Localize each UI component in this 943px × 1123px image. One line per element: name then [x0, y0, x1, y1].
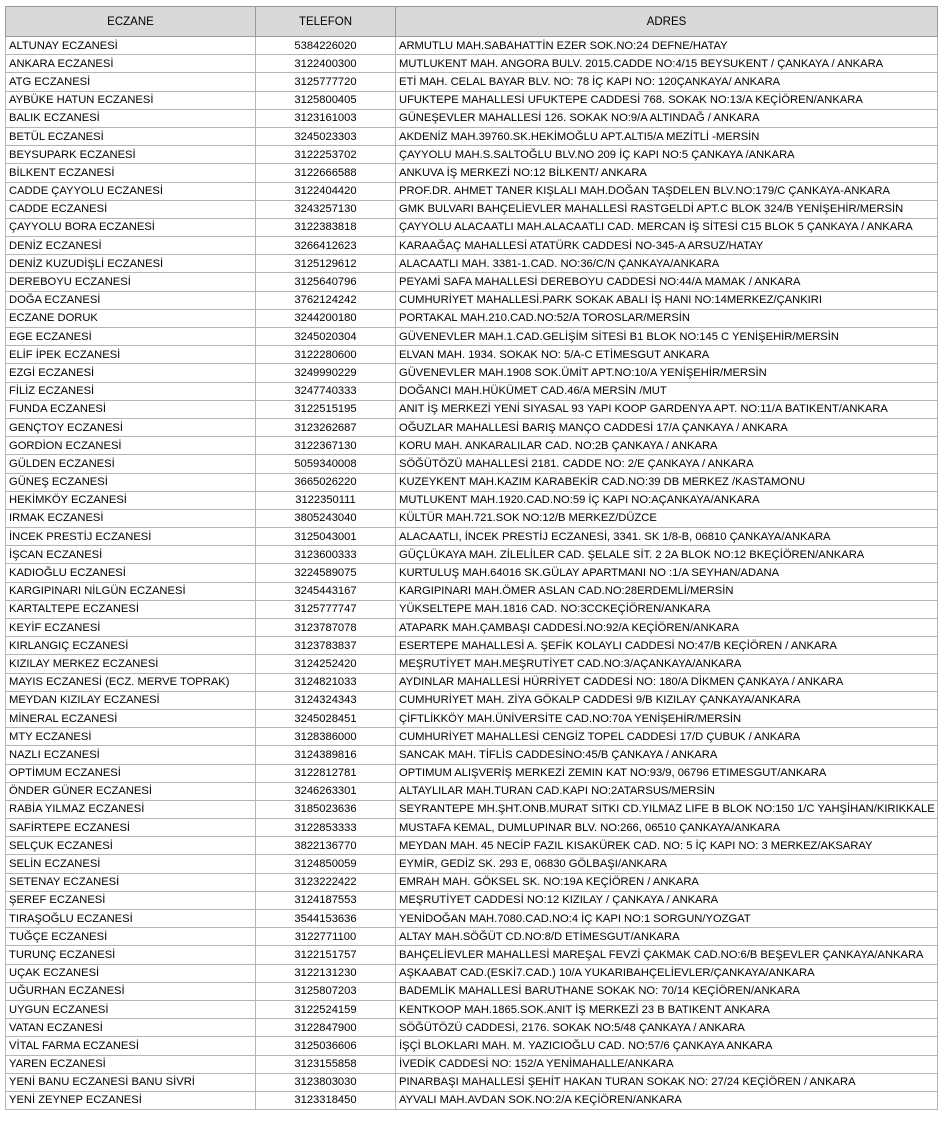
phone-cell: 3124821033 — [256, 673, 396, 691]
table-row — [6, 509, 938, 527]
table-row — [6, 746, 938, 764]
phone-cell: 3124324343 — [256, 691, 396, 709]
phone-cell: 3245023303 — [256, 127, 396, 145]
phone-cell: 3243257130 — [256, 200, 396, 218]
header-adres: ADRES — [396, 7, 938, 37]
phone-cell: 3125777720 — [256, 73, 396, 91]
address-cell: ESERTEPE MAHALLESİ A. ŞEFİK KOLAYLI CADDESİ NO:47/B KEÇİÖREN / ANKARA — [396, 637, 938, 655]
address-cell: BADEMLİK MAHALLESİ BARUTHANE SOKAK NO: 70/14 KEÇİÖREN/ANKARA — [396, 982, 938, 1000]
address-cell: ARMUTLU MAH.SABAHATTİN EZER SOK.NO:24 DEFNE/HATAY — [396, 37, 938, 55]
phone-cell: 3122812781 — [256, 764, 396, 782]
pharmacy-name-cell: BİLKENT ECZANESİ — [6, 164, 256, 182]
pharmacy-name-cell: CADDE ÇAYYOLU ECZANESİ — [6, 182, 256, 200]
phone-cell: 3123318450 — [256, 1091, 396, 1109]
header-row — [6, 7, 938, 37]
address-cell: ALTAYLILAR MAH.TURAN CAD.KAPI NO:2ATARSUS/MERSİN — [396, 782, 938, 800]
table-row — [6, 1055, 938, 1073]
pharmacy-name-cell: UYGUN ECZANESİ — [6, 1000, 256, 1018]
pharmacy-name-cell: DENİZ ECZANESİ — [6, 237, 256, 255]
address-cell: İVEDİK CADDESİ NO: 152/A YENİMAHALLE/ANKARA — [396, 1055, 938, 1073]
table-row — [6, 200, 938, 218]
pharmacy-name-cell: TUĞÇE ECZANESİ — [6, 928, 256, 946]
table-row — [6, 819, 938, 837]
address-cell: GÜVENEVLER MAH.1.CAD.GELİŞİM SİTESİ B1 BLOK NO:145 C YENİŞEHİR/MERSİN — [396, 328, 938, 346]
phone-cell: 3122404420 — [256, 182, 396, 200]
phone-cell: 3125036606 — [256, 1037, 396, 1055]
address-cell: KURTULUŞ MAH.64016 SK.GÜLAY APARTMANI NO :1/A SEYHAN/ADANA — [396, 564, 938, 582]
address-cell: SANCAK MAH. TİFLİS CADDESİNO:45/B ÇANKAYA / ANKARA — [396, 746, 938, 764]
address-cell: KARAAĞAÇ MAHALLESİ ATATÜRK CADDESİ NO-345-A ARSUZ/HATAY — [396, 237, 938, 255]
phone-cell: 5059340008 — [256, 455, 396, 473]
address-cell: ÇAYYOLU MAH.S.SALTOĞLU BLV.NO 209 İÇ KAPI NO:5 ÇANKAYA /ANKARA — [396, 146, 938, 164]
table-row — [6, 1091, 938, 1109]
table-row — [6, 255, 938, 273]
phone-cell: 3123783837 — [256, 637, 396, 655]
phone-cell: 3122771100 — [256, 928, 396, 946]
address-cell: CUMHURİYET MAHALLESİ CENGİZ TOPEL CADDESİ 17/D ÇUBUK / ANKARA — [396, 728, 938, 746]
phone-cell: 3762124242 — [256, 291, 396, 309]
address-cell: GÜNEŞEVLER MAHALLESİ 126. SOKAK NO:9/A ALTINDAĞ / ANKARA — [396, 109, 938, 127]
pharmacy-name-cell: MTY ECZANESİ — [6, 728, 256, 746]
pharmacy-name-cell: FİLİZ ECZANESİ — [6, 382, 256, 400]
address-cell: OĞUZLAR MAHALLESİ BARIŞ MANÇO CADDESİ 17/A ÇANKAYA / ANKARA — [396, 418, 938, 436]
address-cell: KORU MAH. ANKARALILAR CAD. NO:2B ÇANKAYA / ANKARA — [396, 437, 938, 455]
pharmacy-name-cell: TIRAŞOĞLU ECZANESİ — [6, 910, 256, 928]
table-row — [6, 491, 938, 509]
address-cell: ÇAYYOLU ALACAATLI MAH.ALACAATLI CAD. MERCAN İŞ SİTESİ C15 BLOK 5 ÇANKAYA / ANKARA — [396, 218, 938, 236]
pharmacy-name-cell: GORDİON ECZANESİ — [6, 437, 256, 455]
phone-cell: 3123222422 — [256, 873, 396, 891]
phone-cell: 3123803030 — [256, 1073, 396, 1091]
table-row — [6, 237, 938, 255]
pharmacy-name-cell: GÜNEŞ ECZANESİ — [6, 473, 256, 491]
phone-cell: 3128386000 — [256, 728, 396, 746]
table-row — [6, 782, 938, 800]
pharmacy-name-cell: SAFİRTEPE ECZANESİ — [6, 819, 256, 837]
phone-cell: 3224589075 — [256, 564, 396, 582]
table-row — [6, 528, 938, 546]
pharmacy-name-cell: DOĞA ECZANESİ — [6, 291, 256, 309]
table-row — [6, 800, 938, 818]
address-cell: ÇİFTLİKKÖY MAH.ÜNİVERSİTE CAD.NO:70A YENİŞEHİR/MERSİN — [396, 709, 938, 727]
address-cell: MUTLUKENT MAH.1920.CAD.NO:59 İÇ KAPI NO:AÇANKAYA/ANKARA — [396, 491, 938, 509]
phone-cell: 3665026220 — [256, 473, 396, 491]
address-cell: AYDINLAR MAHALLESİ HÜRRİYET CADDESİ NO: 180/A DİKMEN ÇANKAYA / ANKARA — [396, 673, 938, 691]
phone-cell: 3122280600 — [256, 346, 396, 364]
pharmacy-name-cell: YENİ ZEYNEP ECZANESİ — [6, 1091, 256, 1109]
phone-cell: 3123787078 — [256, 619, 396, 637]
pharmacy-name-cell: GENÇTOY ECZANESİ — [6, 418, 256, 436]
pharmacy-name-cell: NAZLI ECZANESİ — [6, 746, 256, 764]
phone-cell: 3247740333 — [256, 382, 396, 400]
pharmacy-name-cell: AYBÜKE HATUN ECZANESİ — [6, 91, 256, 109]
pharmacy-name-cell: ANKARA ECZANESİ — [6, 55, 256, 73]
table-row — [6, 182, 938, 200]
address-cell: ALTAY MAH.SÖĞÜT CD.NO:8/D ETİMESGUT/ANKARA — [396, 928, 938, 946]
table-row — [6, 619, 938, 637]
address-cell: CUMHURİYET MAHALLESİ.PARK SOKAK ABALI İŞ HANI NO:14MERKEZ/ÇANKIRI — [396, 291, 938, 309]
phone-cell: 3124252420 — [256, 655, 396, 673]
pharmacy-name-cell: RABİA YILMAZ ECZANESİ — [6, 800, 256, 818]
phone-cell: 3245028451 — [256, 709, 396, 727]
address-cell: EYMİR, GEDİZ SK. 293 E, 06830 GÖLBAŞI/ANKARA — [396, 855, 938, 873]
phone-cell: 3805243040 — [256, 509, 396, 527]
pharmacy-name-cell: FUNDA ECZANESİ — [6, 400, 256, 418]
pharmacy-name-cell: ATG ECZANESİ — [6, 73, 256, 91]
address-cell: MEŞRUTİYET CADDESİ NO:12 KIZILAY / ÇANKAYA / ANKARA — [396, 891, 938, 909]
pharmacy-name-cell: DEREBOYU ECZANESİ — [6, 273, 256, 291]
address-cell: AYVALI MAH.AVDAN SOK.NO:2/A KEÇİÖREN/ANKARA — [396, 1091, 938, 1109]
pharmacy-name-cell: UĞURHAN ECZANESİ — [6, 982, 256, 1000]
pharmacy-name-cell: ÖNDER GÜNER ECZANESİ — [6, 782, 256, 800]
phone-cell: 3123155858 — [256, 1055, 396, 1073]
address-cell: CUMHURİYET MAH. ZİYA GÖKALP CADDESİ 9/B KIZILAY ÇANKAYA/ANKARA — [396, 691, 938, 709]
table-row — [6, 437, 938, 455]
table-row — [6, 1037, 938, 1055]
pharmacy-name-cell: KARTALTEPE ECZANESİ — [6, 600, 256, 618]
pharmacy-name-cell: IRMAK ECZANESİ — [6, 509, 256, 527]
pharmacy-name-cell: BETÜL ECZANESİ — [6, 127, 256, 145]
pharmacy-name-cell: ELİF İPEK ECZANESİ — [6, 346, 256, 364]
pharmacy-name-cell: VATAN ECZANESİ — [6, 1019, 256, 1037]
phone-cell: 3123600333 — [256, 546, 396, 564]
phone-cell: 3122847900 — [256, 1019, 396, 1037]
header-eczane: ECZANE — [6, 7, 256, 37]
phone-cell: 3249990229 — [256, 364, 396, 382]
address-cell: ALACAATLI MAH. 3381-1.CAD. NO:36/C/N ÇANKAYA/ANKARA — [396, 255, 938, 273]
table-row — [6, 291, 938, 309]
address-cell: PINARBAŞI MAHALLESİ ŞEHİT HAKAN TURAN SOKAK NO: 27/24 KEÇİÖREN / ANKARA — [396, 1073, 938, 1091]
table-row — [6, 37, 938, 55]
table-row — [6, 546, 938, 564]
phone-cell: 3245443167 — [256, 582, 396, 600]
pharmacy-name-cell: VİTAL FARMA ECZANESİ — [6, 1037, 256, 1055]
pharmacy-name-cell: EGE ECZANESİ — [6, 328, 256, 346]
pharmacy-name-cell: KEYİF ECZANESİ — [6, 619, 256, 637]
pharmacy-name-cell: YAREN ECZANESİ — [6, 1055, 256, 1073]
phone-cell: 3125640796 — [256, 273, 396, 291]
table-row — [6, 164, 938, 182]
phone-cell: 3124389816 — [256, 746, 396, 764]
pharmacy-name-cell: MAYIS ECZANESİ (ECZ. MERVE TOPRAK) — [6, 673, 256, 691]
address-cell: KÜLTÜR MAH.721.SOK NO:12/B MERKEZ/DÜZCE — [396, 509, 938, 527]
address-cell: PEYAMİ SAFA MAHALLESİ DEREBOYU CADDESİ NO:44/A MAMAK / ANKARA — [396, 273, 938, 291]
phone-cell: 3125777747 — [256, 600, 396, 618]
phone-cell: 3124187553 — [256, 891, 396, 909]
address-cell: GÜVENEVLER MAH.1908 SOK.ÜMİT APT.NO:10/A YENİŞEHİR/MERSİN — [396, 364, 938, 382]
pharmacy-name-cell: ECZANE DORUK — [6, 309, 256, 327]
table-row — [6, 473, 938, 491]
address-cell: SEYRANTEPE MH.ŞHT.ONB.MURAT SITKI CD.YILMAZ LIFE B BLOK NO:150 1/C YAHŞİHAN/KIRIKKALE — [396, 800, 938, 818]
phone-cell: 3544153636 — [256, 910, 396, 928]
address-cell: SÖĞÜTÖZÜ MAHALLESİ 2181. CADDE NO: 2/E ÇANKAYA / ANKARA — [396, 455, 938, 473]
table-row — [6, 873, 938, 891]
address-cell: AKDENİZ MAH.39760.SK.HEKİMOĞLU APT.ALTI5/A MEZİTLİ -MERSİN — [396, 127, 938, 145]
phone-cell: 3122400300 — [256, 55, 396, 73]
address-cell: ATAPARK MAH.ÇAMBAŞI CADDESİ.NO:92/A KEÇİÖREN/ANKARA — [396, 619, 938, 637]
table-row — [6, 146, 938, 164]
pharmacy-name-cell: MİNERAL ECZANESİ — [6, 709, 256, 727]
phone-cell: 3245020304 — [256, 328, 396, 346]
address-cell: EMRAH MAH. GÖKSEL SK. NO:19A KEÇİÖREN / ANKARA — [396, 873, 938, 891]
pharmacy-name-cell: SELÇUK ECZANESİ — [6, 837, 256, 855]
table-row — [6, 364, 938, 382]
table-row — [6, 910, 938, 928]
pharmacy-name-cell: OPTİMUM ECZANESİ — [6, 764, 256, 782]
phone-cell: 3122151757 — [256, 946, 396, 964]
address-cell: BAHÇELİEVLER MAHALLESİ MAREŞAL FEVZİ ÇAKMAK CAD.NO:6/B BEŞEVLER ÇANKAYA/ANKARA — [396, 946, 938, 964]
pharmacy-name-cell: DENİZ KUZUDİŞLİ ECZANESİ — [6, 255, 256, 273]
address-cell: KENTKOOP MAH.1865.SOK.ANIT İŞ MERKEZİ 23 B BATIKENT ANKARA — [396, 1000, 938, 1018]
pharmacy-name-cell: HEKİMKÖY ECZANESİ — [6, 491, 256, 509]
table-row — [6, 673, 938, 691]
table-row — [6, 855, 938, 873]
phone-cell: 5384226020 — [256, 37, 396, 55]
phone-cell: 3122253702 — [256, 146, 396, 164]
table-row — [6, 455, 938, 473]
table-row — [6, 964, 938, 982]
table-row — [6, 1073, 938, 1091]
address-cell: KARGIPINARI MAH.ÖMER ASLAN CAD.NO:28ERDEMLİ/MERSİN — [396, 582, 938, 600]
phone-cell: 3822136770 — [256, 837, 396, 855]
table-row — [6, 582, 938, 600]
table-row — [6, 73, 938, 91]
phone-cell: 3185023636 — [256, 800, 396, 818]
address-cell: GMK BULVARI BAHÇELİEVLER MAHALLESİ RASTGELDİ APT.C BLOK 324/B YENİŞEHİR/MERSİN — [396, 200, 938, 218]
pharmacy-name-cell: SELİN ECZANESİ — [6, 855, 256, 873]
phone-cell: 3125800405 — [256, 91, 396, 109]
pharmacy-name-cell: BEYSUPARK ECZANESİ — [6, 146, 256, 164]
address-cell: MEŞRUTİYET MAH.MEŞRUTİYET CAD.NO:3/AÇANKAYA/ANKARA — [396, 655, 938, 673]
pharmacy-name-cell: İŞCAN ECZANESİ — [6, 546, 256, 564]
address-cell: ELVAN MAH. 1934. SOKAK NO: 5/A-C ETİMESGUT ANKARA — [396, 346, 938, 364]
address-cell: MUTLUKENT MAH. ANGORA BULV. 2015.CADDE NO:4/15 BEYSUKENT / ÇANKAYA / ANKARA — [396, 55, 938, 73]
address-cell: ANIT İŞ MERKEZİ YENİ SIYASAL 93 YAPI KOOP GARDENYA APT. NO:11/A BATIKENT/ANKARA — [396, 400, 938, 418]
table-row — [6, 637, 938, 655]
phone-cell: 3266412623 — [256, 237, 396, 255]
pharmacy-name-cell: UÇAK ECZANESİ — [6, 964, 256, 982]
pharmacy-name-cell: KIZILAY MERKEZ ECZANESİ — [6, 655, 256, 673]
address-cell: DOĞANCI MAH.HÜKÜMET CAD.46/A MERSİN /MUT — [396, 382, 938, 400]
table-row — [6, 891, 938, 909]
phone-cell: 3246263301 — [256, 782, 396, 800]
table-row — [6, 91, 938, 109]
table-row — [6, 1019, 938, 1037]
address-cell: UFUKTEPE MAHALLESİ UFUKTEPE CADDESİ 768. SOKAK NO:13/A KEÇİÖREN/ANKARA — [396, 91, 938, 109]
table-row — [6, 309, 938, 327]
table-row — [6, 273, 938, 291]
phone-cell: 3122515195 — [256, 400, 396, 418]
table-row — [6, 946, 938, 964]
phone-cell: 3122131230 — [256, 964, 396, 982]
table-row — [6, 928, 938, 946]
table-row — [6, 55, 938, 73]
phone-cell: 3122350111 — [256, 491, 396, 509]
table-row — [6, 982, 938, 1000]
address-cell: MEYDAN MAH. 45 NECİP FAZIL KISAKÜREK CAD. NO: 5 İÇ KAPI NO: 3 MERKEZ/AKSARAY — [396, 837, 938, 855]
table-row — [6, 218, 938, 236]
address-cell: KUZEYKENT MAH.KAZIM KARABEKİR CAD.NO:39 DB MERKEZ /KASTAMONU — [396, 473, 938, 491]
phone-cell: 3122853333 — [256, 819, 396, 837]
pharmacy-name-cell: TURUNÇ ECZANESİ — [6, 946, 256, 964]
pharmacy-name-cell: SETENAY ECZANESİ — [6, 873, 256, 891]
address-cell: İŞÇİ BLOKLARI MAH. M. YAZICIOĞLU CAD. NO:57/6 ÇANKAYA ANKARA — [396, 1037, 938, 1055]
address-cell: MUSTAFA KEMAL, DUMLUPINAR BLV. NO:266, 06510 ÇANKAYA/ANKARA — [396, 819, 938, 837]
phone-cell: 3125043001 — [256, 528, 396, 546]
pharmacy-name-cell: ALTUNAY ECZANESİ — [6, 37, 256, 55]
table-row — [6, 1000, 938, 1018]
address-cell: ANKUVA İŞ MERKEZİ NO:12 BİLKENT/ ANKARA — [396, 164, 938, 182]
table-row — [6, 564, 938, 582]
table-row — [6, 837, 938, 855]
phone-cell: 3122666588 — [256, 164, 396, 182]
pharmacy-name-cell: KARGIPINARI NİLGÜN ECZANESİ — [6, 582, 256, 600]
pharmacy-name-cell: BALIK ECZANESİ — [6, 109, 256, 127]
phone-cell: 3124850059 — [256, 855, 396, 873]
address-cell: YÜKSELTEPE MAH.1816 CAD. NO:3CCKEÇİÖREN/ANKARA — [396, 600, 938, 618]
address-cell: PORTAKAL MAH.210.CAD.NO:52/A TOROSLAR/MERSİN — [396, 309, 938, 327]
table-row — [6, 709, 938, 727]
phone-cell: 3123262687 — [256, 418, 396, 436]
table-row — [6, 764, 938, 782]
pharmacy-name-cell: İNCEK PRESTİJ ECZANESİ — [6, 528, 256, 546]
table-row — [6, 328, 938, 346]
address-cell: AŞKAABAT CAD.(ESKİ7.CAD.) 10/A YUKARIBAHÇELİEVLER/ÇANKAYA/ANKARA — [396, 964, 938, 982]
table-row — [6, 109, 938, 127]
header-telefon: TELEFON — [256, 7, 396, 37]
address-cell: GÜÇLÜKAYA MAH. ZİLELİLER CAD. ŞELALE SİT. 2 2A BLOK NO:12 BKEÇİÖREN/ANKARA — [396, 546, 938, 564]
phone-cell: 3125129612 — [256, 255, 396, 273]
phone-cell: 3125807203 — [256, 982, 396, 1000]
pharmacy-name-cell: KIRLANGIÇ ECZANESİ — [6, 637, 256, 655]
phone-cell: 3122383818 — [256, 218, 396, 236]
address-cell: ETİ MAH. CELAL BAYAR BLV. NO: 78 İÇ KAPI NO: 120ÇANKAYA/ ANKARA — [396, 73, 938, 91]
pharmacy-name-cell: EZGİ ECZANESİ — [6, 364, 256, 382]
phone-cell: 3122367130 — [256, 437, 396, 455]
pharmacy-name-cell: CADDE ECZANESİ — [6, 200, 256, 218]
pharmacy-table — [5, 6, 938, 1110]
address-cell: SÖĞÜTÖZÜ CADDESİ, 2176. SOKAK NO:5/48 ÇANKAYA / ANKARA — [396, 1019, 938, 1037]
pharmacy-name-cell: MEYDAN KIZILAY ECZANESİ — [6, 691, 256, 709]
pharmacy-name-cell: ÇAYYOLU BORA ECZANESİ — [6, 218, 256, 236]
address-cell: ALACAATLI, İNCEK PRESTİJ ECZANESİ, 3341. SK 1/8-B, 06810 ÇANKAYA/ANKARA — [396, 528, 938, 546]
table-row — [6, 418, 938, 436]
table-row — [6, 728, 938, 746]
table-row — [6, 127, 938, 145]
phone-cell: 3244200180 — [256, 309, 396, 327]
address-cell: PROF.DR. AHMET TANER KIŞLALI MAH.DOĞAN TAŞDELEN BLV.NO:179/C ÇANKAYA-ANKARA — [396, 182, 938, 200]
table-row — [6, 346, 938, 364]
table-row — [6, 400, 938, 418]
pharmacy-name-cell: GÜLDEN ECZANESİ — [6, 455, 256, 473]
pharmacy-name-cell: KADIOĞLU ECZANESİ — [6, 564, 256, 582]
table-row — [6, 655, 938, 673]
phone-cell: 3123161003 — [256, 109, 396, 127]
pharmacy-name-cell: YENİ BANU ECZANESİ BANU SİVRİ — [6, 1073, 256, 1091]
pharmacy-name-cell: ŞEREF ECZANESİ — [6, 891, 256, 909]
phone-cell: 3122524159 — [256, 1000, 396, 1018]
address-cell: YENİDOĞAN MAH.7080.CAD.NO:4 İÇ KAPI NO:1 SORGUN/YOZGAT — [396, 910, 938, 928]
table-row — [6, 600, 938, 618]
table-row — [6, 382, 938, 400]
address-cell: OPTIMUM ALIŞVERİŞ MERKEZİ ZEMIN KAT NO:93/9, 06796 ETIMESGUT/ANKARA — [396, 764, 938, 782]
table-row — [6, 691, 938, 709]
